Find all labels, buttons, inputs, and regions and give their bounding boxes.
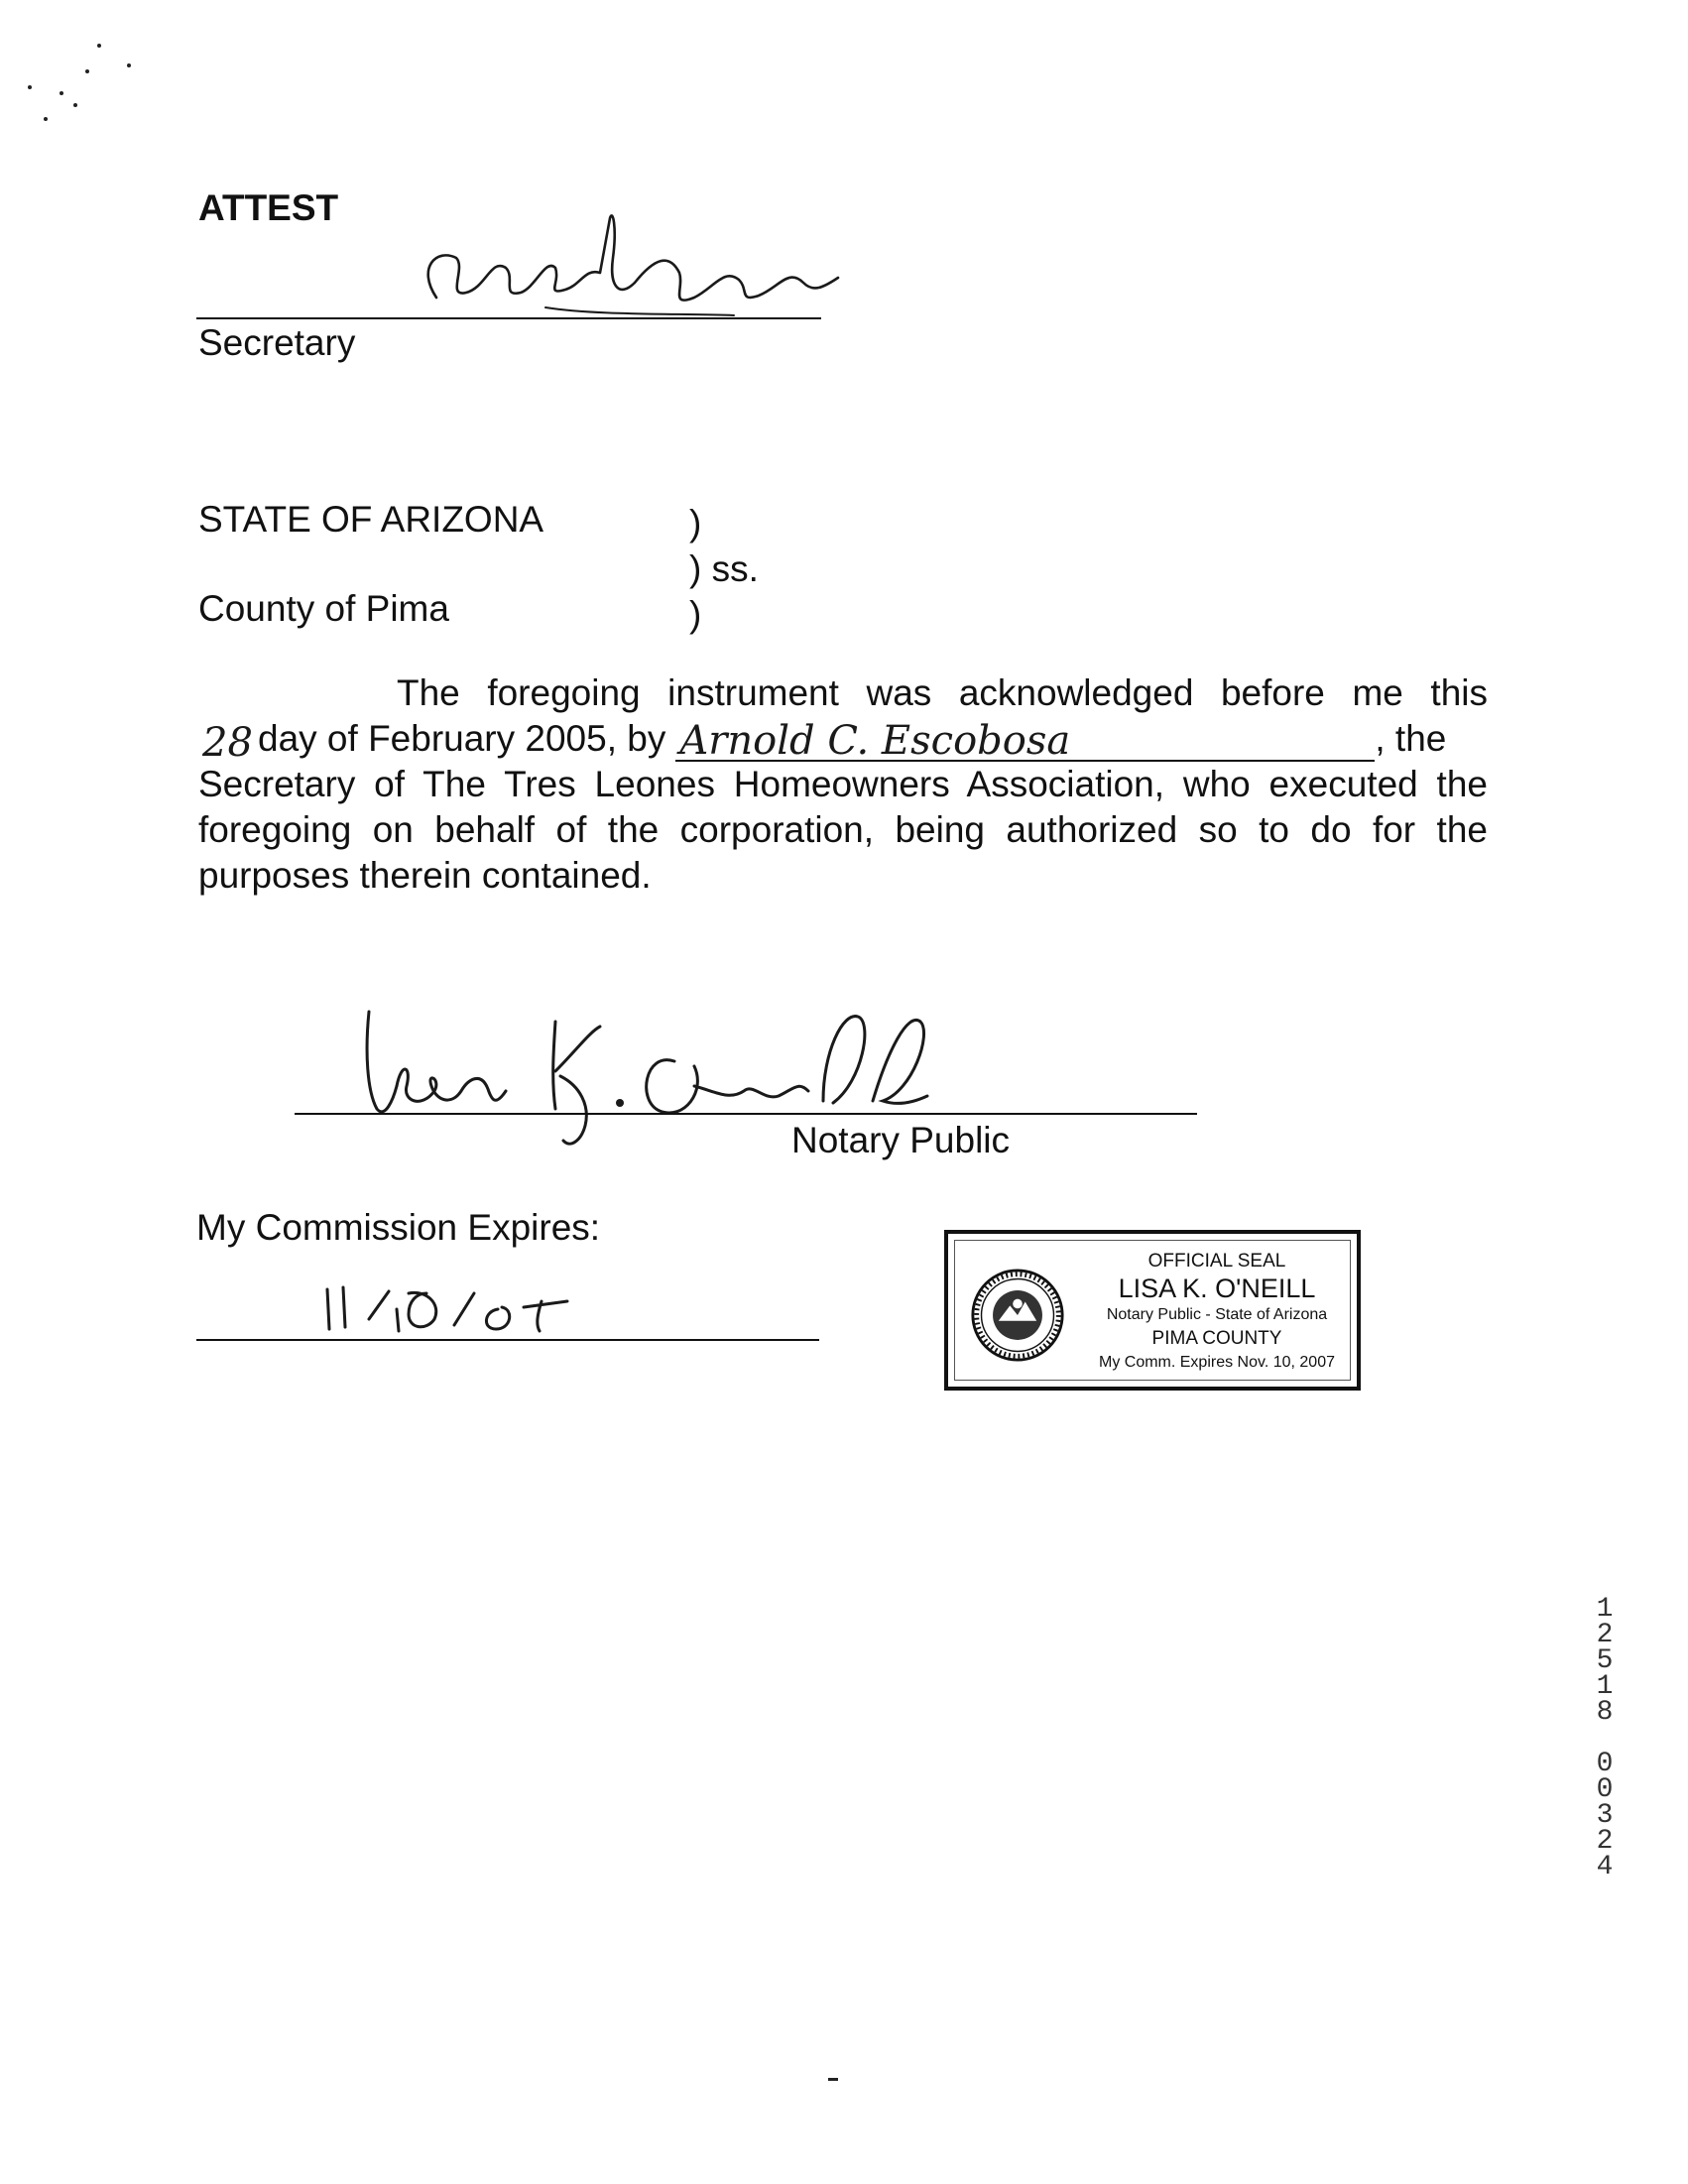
ack-line-2-tail: , the bbox=[1375, 718, 1447, 759]
seal-text-block bbox=[1087, 1250, 1347, 1375]
day-handwritten: 28 bbox=[202, 720, 253, 766]
day-blank bbox=[198, 716, 258, 766]
venue-county: County of Pima bbox=[198, 588, 449, 629]
venue-paren-bottom: ) bbox=[689, 594, 702, 635]
acknowledgment-paragraph bbox=[198, 670, 1488, 899]
notary-signature-line bbox=[295, 1113, 1197, 1115]
secretary-signature-line bbox=[196, 317, 821, 319]
recording-number: 1 2 5 1 8 0 0 3 2 4 bbox=[1596, 1594, 1614, 1882]
venue-paren-top: ) bbox=[689, 503, 702, 544]
venue-state: STATE OF ARIZONA bbox=[198, 499, 544, 540]
commission-label: My Commission Expires: bbox=[196, 1207, 601, 1248]
official-seal-stamp bbox=[944, 1230, 1361, 1391]
state-seal-icon bbox=[970, 1268, 1065, 1363]
ack-line-2 bbox=[198, 716, 1488, 766]
secretary-label: Secretary bbox=[198, 322, 356, 363]
seal-line-notary-state: Notary Public - State of Arizona bbox=[1106, 1306, 1328, 1323]
ack-line-5: purposes therein contained. bbox=[198, 855, 652, 896]
seal-line-county: PIMA COUNTY bbox=[1151, 1328, 1282, 1349]
ack-line-1: The foregoing instrument was acknowledged before me this bbox=[397, 672, 1488, 713]
attest-heading: ATTEST bbox=[198, 187, 339, 228]
ack-line-4: foregoing on behalf of the corporation, being authorized so to do for the bbox=[198, 809, 1488, 850]
name-handwritten: Arnold C. Escobosa bbox=[679, 718, 1071, 764]
venue-ss: ) ss. bbox=[689, 548, 759, 589]
commission-date-line bbox=[196, 1339, 819, 1341]
notary-title: Notary Public bbox=[791, 1120, 1011, 1160]
ack-line-3: Secretary of The Tres Leones Homeowners Association, who executed the bbox=[198, 764, 1488, 804]
name-blank bbox=[675, 718, 1375, 764]
seal-line-expires: My Comm. Expires Nov. 10, 2007 bbox=[1098, 1354, 1335, 1371]
seal-line-name: LISA K. O'NEILL bbox=[1118, 1274, 1316, 1303]
seal-line-official: OFFICIAL SEAL bbox=[1147, 1251, 1286, 1272]
page-mark bbox=[828, 2078, 838, 2081]
commission-date-handwritten bbox=[317, 1279, 585, 1339]
secretary-signature bbox=[397, 198, 853, 337]
ack-line-2-text: day of February 2005, by bbox=[258, 718, 666, 759]
